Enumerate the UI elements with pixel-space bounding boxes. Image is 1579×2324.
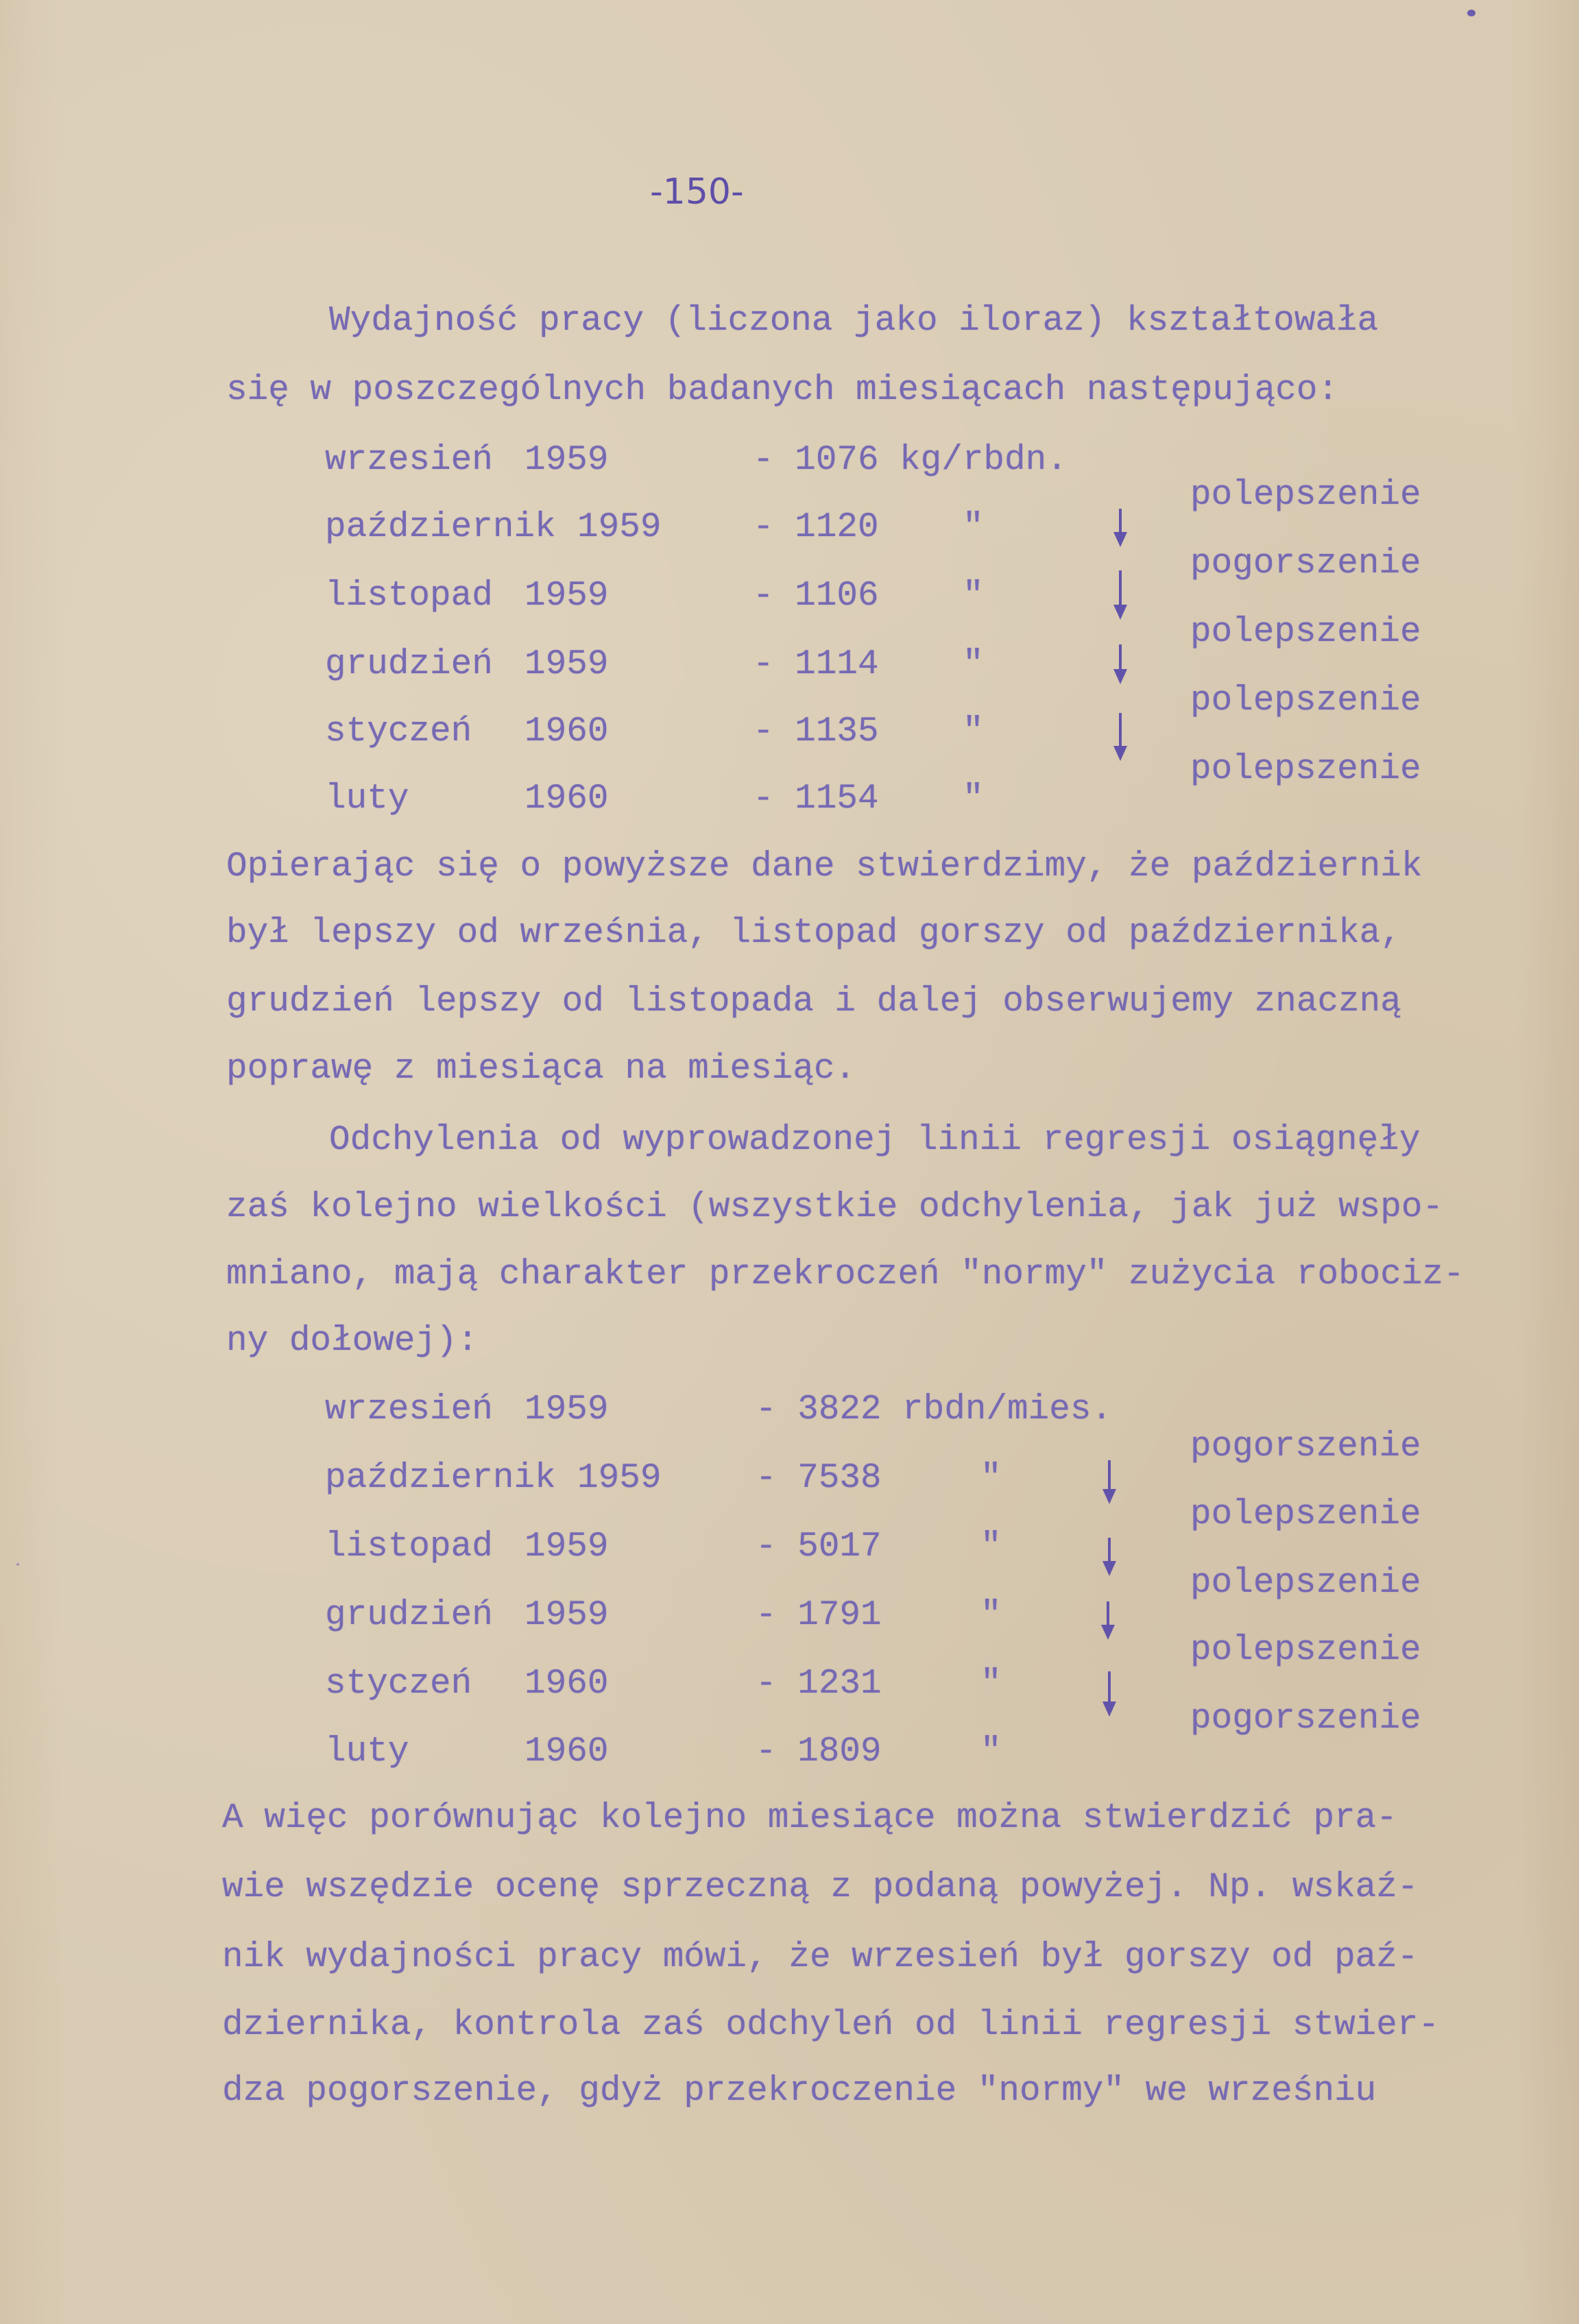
year-cell: 1960 (525, 712, 609, 751)
month-cell: luty (325, 1732, 409, 1771)
assessment-label: polepszenie (1190, 1631, 1421, 1670)
ditto-mark: " (963, 712, 984, 751)
text-line: dza pogorszenie, gdyż przekroczenie "normy" we wrześniu (222, 2072, 1377, 2111)
ditto-mark: " (963, 577, 984, 616)
year-cell: 1959 (577, 1459, 662, 1498)
value-cell: - 1114 (753, 645, 879, 684)
text-line: zaś kolejno wielkości (wszystkie odchylenia, jak już wspo- (226, 1188, 1444, 1227)
assessment-label: polepszenie (1190, 750, 1421, 789)
value-cell: - 1106 (753, 577, 879, 616)
month-cell: styczeń (325, 1665, 472, 1704)
assessment-label: polepszenie (1190, 681, 1421, 721)
value-cell: - 1231 (756, 1665, 882, 1704)
value-cell: - 5017 (756, 1527, 882, 1566)
year-cell: 1959 (525, 1596, 609, 1635)
ditto-mark: " (980, 1459, 1002, 1498)
month-cell: grudzień (325, 1596, 493, 1635)
year-cell: 1959 (525, 577, 609, 616)
text-line: A więc porównując kolejno miesiące można stwierdzić pra- (222, 1799, 1397, 1838)
down-arrow-icon (1113, 509, 1127, 547)
text-line: nik wydajności pracy mówi, że wrzesień był gorszy od paź- (222, 1938, 1419, 1977)
ditto-mark: " (980, 1732, 1002, 1771)
text-line: Wydajność pracy (liczona jako iloraz) kształtowała (329, 302, 1379, 341)
down-arrow-icon (1113, 713, 1127, 761)
month-cell: wrzesień (325, 1390, 493, 1429)
value-cell: - 1135 (753, 712, 879, 751)
ditto-mark: " (963, 508, 984, 547)
unit-label: rbdn/mies. (902, 1390, 1113, 1429)
year-cell: 1959 (525, 645, 609, 684)
value-cell: - 7538 (756, 1459, 882, 1498)
text-line: dziernika, kontrola zaś odchyleń od linii regresji stwier- (222, 2006, 1440, 2045)
month-cell: listopad (325, 1527, 493, 1566)
value-cell: - 1120 (753, 508, 879, 547)
ditto-mark: " (980, 1665, 1002, 1704)
ditto-mark: " (963, 779, 984, 819)
year-cell: 1959 (525, 441, 609, 480)
text-line: wie wszędzie ocenę sprzeczną z podaną powyżej. Np. wskaź- (222, 1868, 1419, 1907)
text-line: mniano, mają charakter przekroczeń "normy" zużycia robociz- (226, 1255, 1465, 1294)
value-cell: - 1154 (753, 779, 879, 819)
year-cell: 1960 (525, 1732, 609, 1771)
year-cell: 1960 (525, 779, 609, 819)
assessment-label: polepszenie (1190, 1564, 1421, 1603)
ink-speck (1467, 10, 1475, 16)
text-line: się w poszczególnych badanych miesiącach następująco: (226, 371, 1339, 410)
month-cell: październik (325, 508, 556, 547)
assessment-label: pogorszenie (1190, 1699, 1421, 1739)
month-cell: październik (325, 1459, 556, 1498)
assessment-label: polepszenie (1190, 1495, 1421, 1534)
month-cell: wrzesień (325, 441, 493, 480)
month-cell: listopad (325, 577, 493, 616)
ink-speck (16, 1563, 19, 1566)
down-arrow-icon (1102, 1671, 1116, 1717)
year-cell: 1959 (577, 508, 662, 547)
down-arrow-icon (1102, 1538, 1116, 1576)
month-cell: styczeń (325, 712, 472, 751)
value-cell: - 3822 (756, 1390, 882, 1429)
value-cell: - 1809 (756, 1732, 882, 1771)
text-line: poprawę z miesiąca na miesiąc. (226, 1050, 856, 1089)
down-arrow-icon (1101, 1601, 1115, 1640)
month-cell: luty (325, 779, 409, 819)
text-line: ny dołowej): (226, 1322, 479, 1361)
value-cell: - 1791 (756, 1596, 882, 1635)
down-arrow-icon (1113, 570, 1127, 620)
text-line: był lepszy od września, listopad gorszy od października, (226, 914, 1401, 953)
ditto-mark: " (963, 645, 984, 684)
text-line: Odchylenia od wyprowadzonej linii regresji osiągnęły (329, 1121, 1421, 1160)
year-cell: 1959 (525, 1527, 609, 1566)
value-cell: - 1076 (753, 441, 879, 480)
assessment-label: pogorszenie (1190, 1427, 1421, 1466)
down-arrow-icon (1113, 644, 1127, 684)
year-cell: 1960 (525, 1665, 609, 1704)
ditto-mark: " (980, 1527, 1002, 1566)
year-cell: 1959 (525, 1390, 609, 1429)
text-line: Opierając się o powyższe dane stwierdzimy, że październik (226, 847, 1423, 886)
assessment-label: polepszenie (1190, 613, 1421, 652)
assessment-label: polepszenie (1190, 476, 1421, 515)
text-line: grudzień lepszy od listopada i dalej obserwujemy znaczną (226, 982, 1401, 1021)
ditto-mark: " (980, 1596, 1002, 1635)
page-number: -150- (650, 171, 744, 213)
month-cell: grudzień (325, 645, 493, 684)
assessment-label: pogorszenie (1190, 544, 1421, 583)
unit-label: kg/rbdn. (900, 441, 1068, 480)
down-arrow-icon (1102, 1460, 1116, 1504)
